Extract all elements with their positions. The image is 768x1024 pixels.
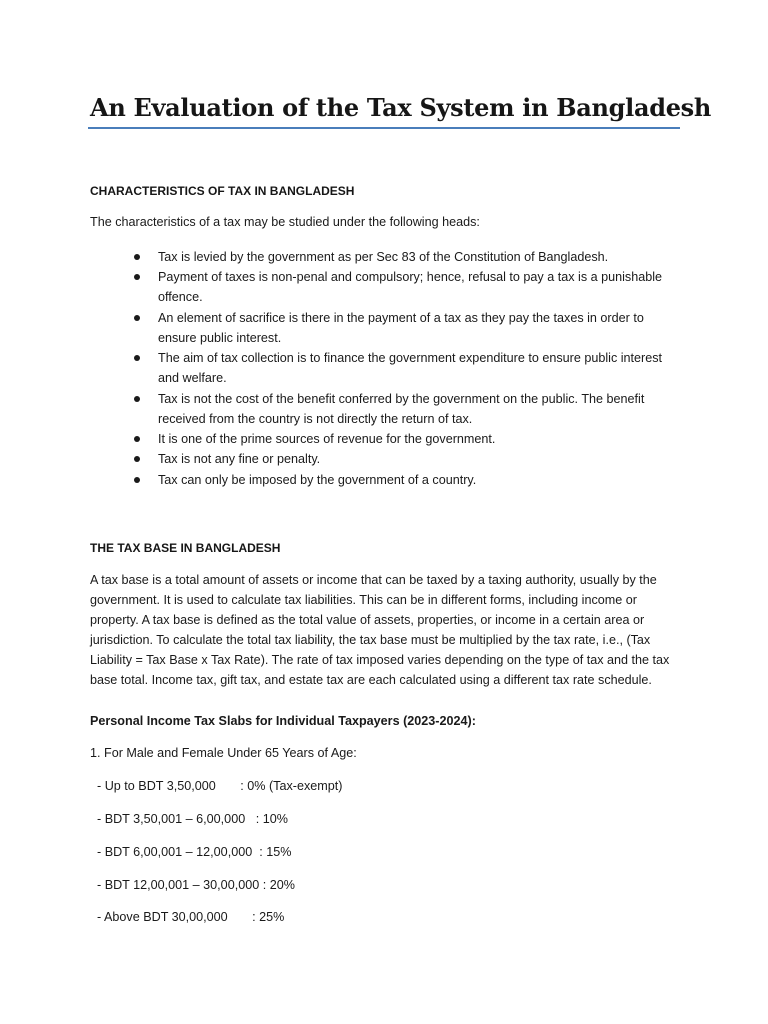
list-item: It is one of the prime sources of revenue for the government. [90,429,680,449]
bullet-icon [134,396,140,402]
section-heading-characteristics: CHARACTERISTICS OF TAX IN BANGLADESH [90,184,355,198]
list-item: Tax is not the cost of the benefit conferred by the government on the public. The benefit received from the country is not directly the return of tax. [90,389,680,429]
tax-slab-row: - BDT 6,00,001 – 12,00,000 : 15% [90,845,292,859]
tax-slab-row: - BDT 12,00,001 – 30,00,000 : 20% [90,878,295,892]
tax-slab-row: - Above BDT 30,00,000 : 25% [90,910,285,924]
tax-slab-group-label: 1. For Male and Female Under 65 Years of Age: [90,746,357,760]
list-item: Tax is not any fine or penalty. [90,449,680,469]
list-item: Tax can only be imposed by the government of a country. [90,470,680,490]
bullet-icon [134,355,140,361]
list-item: The aim of tax collection is to finance the government expenditure to ensure public interest and welfare. [90,348,680,388]
title-underline [88,127,680,129]
characteristics-list [90,247,680,490]
bullet-icon [134,456,140,462]
list-item: Payment of taxes is non-penal and compulsory; hence, refusal to pay a tax is a punishable offence. [90,267,680,307]
tax-base-paragraph: A tax base is a total amount of assets or income that can be taxed by a taxing authority, usually by the government. It is used to calculate tax liabilities. This can be in different forms, including income or property. A tax base is defined as the total value of assets, properties, or income in a certain area or jurisdiction. To calculate the total tax liability, the tax base must be multiplied by the tax rate, i.e., (Tax Liability = Tax Base x Tax Rate). The rate of tax imposed varies depending on the type of tax and the tax base total. Income tax, gift tax, and estate tax are each calculated using a different tax rate schedule. [90,573,670,687]
section-heading-tax-base: THE TAX BASE IN BANGLADESH [90,541,281,555]
tax-slab-heading: Personal Income Tax Slabs for Individual Taxpayers (2023-2024): [90,714,476,728]
list-item: An element of sacrifice is there in the payment of a tax as they pay the taxes in order to ensure public interest. [90,308,680,348]
tax-slab-row: - BDT 3,50,001 – 6,00,000 : 10% [90,812,288,826]
bullet-icon [134,477,140,483]
document-title: An Evaluation of the Tax System in Bangladesh [90,93,712,122]
characteristics-intro: The characteristics of a tax may be studied under the following heads: [90,215,480,229]
tax-slab-row: - Up to BDT 3,50,000 : 0% (Tax-exempt) [90,779,343,793]
bullet-icon [134,315,140,321]
bullet-icon [134,274,140,280]
list-item: Tax is levied by the government as per Sec 83 of the Constitution of Bangladesh. [90,247,680,267]
bullet-icon [134,436,140,442]
bullet-icon [134,254,140,260]
